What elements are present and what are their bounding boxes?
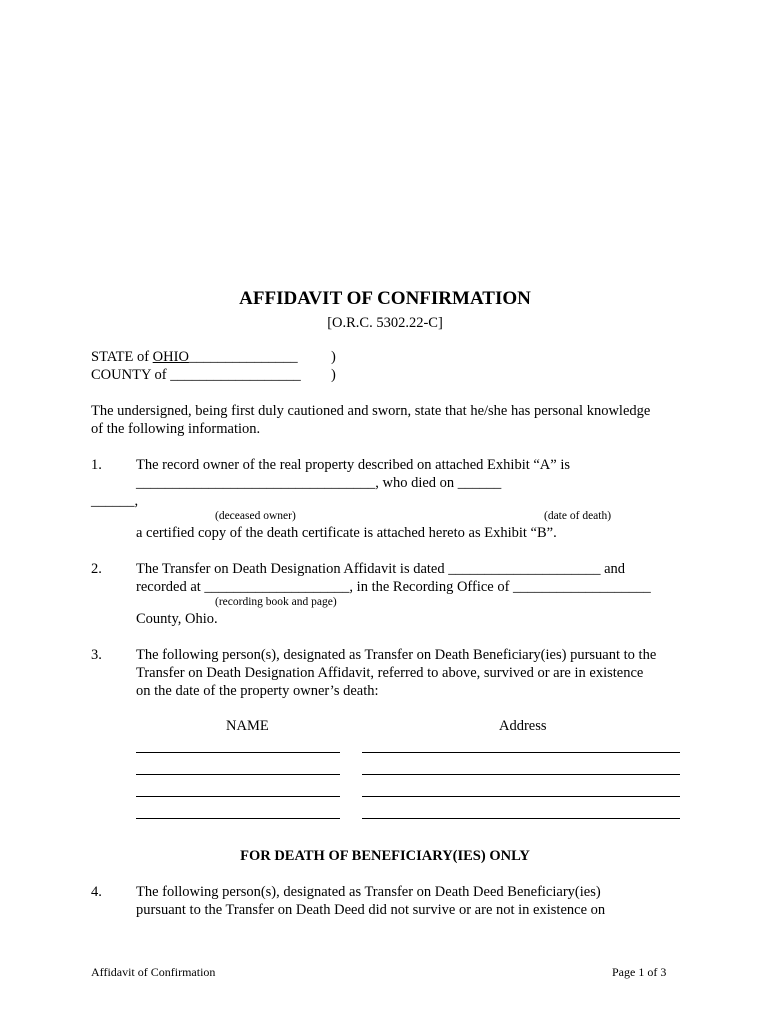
para4-line: pursuant to the Transfer on Death Deed did not survive or are not in existence on [136, 902, 606, 918]
name-blank-line [136, 796, 340, 797]
address-blank-line [362, 752, 680, 753]
section-heading: FOR DEATH OF BENEFICIARY(IES) ONLY [240, 848, 530, 864]
document-title: AFFIDAVIT OF CONFIRMATION [239, 288, 531, 309]
name-blank-line [136, 774, 340, 775]
para1-line: _________________________________, who died on ______ [136, 475, 502, 491]
para3-line: on the date of the property owner’s death: [136, 683, 379, 699]
county-label: COUNTY of [91, 367, 171, 383]
venue-paren: ) [331, 367, 336, 383]
para3-line: Transfer on Death Designation Affidavit, referred to above, survived or are in existence [136, 665, 644, 681]
para4-line: The following person(s), designated as Transfer on Death Deed Beneficiary(ies) [136, 884, 601, 900]
para2-line: The Transfer on Death Designation Affidavit is dated _____________________ and [136, 561, 626, 577]
county-blank: __________________ [170, 367, 301, 383]
name-blank-line [136, 752, 340, 753]
para-number: 3. [91, 647, 102, 663]
name-blank-line [136, 818, 340, 819]
para-number: 2. [91, 561, 102, 577]
para2-line: recorded at ____________________, in the Recording Office of ___________________ [136, 579, 651, 595]
caption-recording-book: (recording book and page) [215, 596, 337, 608]
para1-line: ______, [91, 493, 139, 509]
intro-line: of the following information. [91, 421, 261, 437]
para-number: 1. [91, 457, 102, 473]
column-heading-address: Address [499, 718, 547, 734]
caption-date-of-death: (date of death) [544, 510, 612, 522]
intro-line: The undersigned, being first duly cautioned and sworn, state that he/she has personal knowledge [91, 403, 651, 419]
county-line [91, 366, 301, 384]
state-line [91, 348, 298, 366]
para1-line: a certified copy of the death certificate is attached hereto as Exhibit “B”. [136, 525, 557, 541]
footer-title: Affidavit of Confirmation [91, 965, 216, 979]
column-heading-name: NAME [226, 718, 269, 734]
state-value: OHIO [152, 349, 189, 365]
address-blank-line [362, 818, 680, 819]
para1-line: The record owner of the real property described on attached Exhibit “A” is [136, 457, 571, 473]
venue-paren: ) [331, 349, 336, 365]
para3-line: The following person(s), designated as Transfer on Death Beneficiary(ies) pursuant to the [136, 647, 657, 663]
para2-line: County, Ohio. [136, 611, 218, 627]
caption-deceased-owner: (deceased owner) [215, 510, 296, 522]
page-number: Page 1 of 3 [612, 965, 667, 979]
state-blank: _______________ [188, 349, 298, 365]
address-blank-line [362, 774, 680, 775]
para-number: 4. [91, 884, 102, 900]
statute-citation: [O.R.C. 5302.22-C] [327, 315, 443, 331]
address-blank-line [362, 796, 680, 797]
state-label: STATE of [91, 349, 153, 365]
